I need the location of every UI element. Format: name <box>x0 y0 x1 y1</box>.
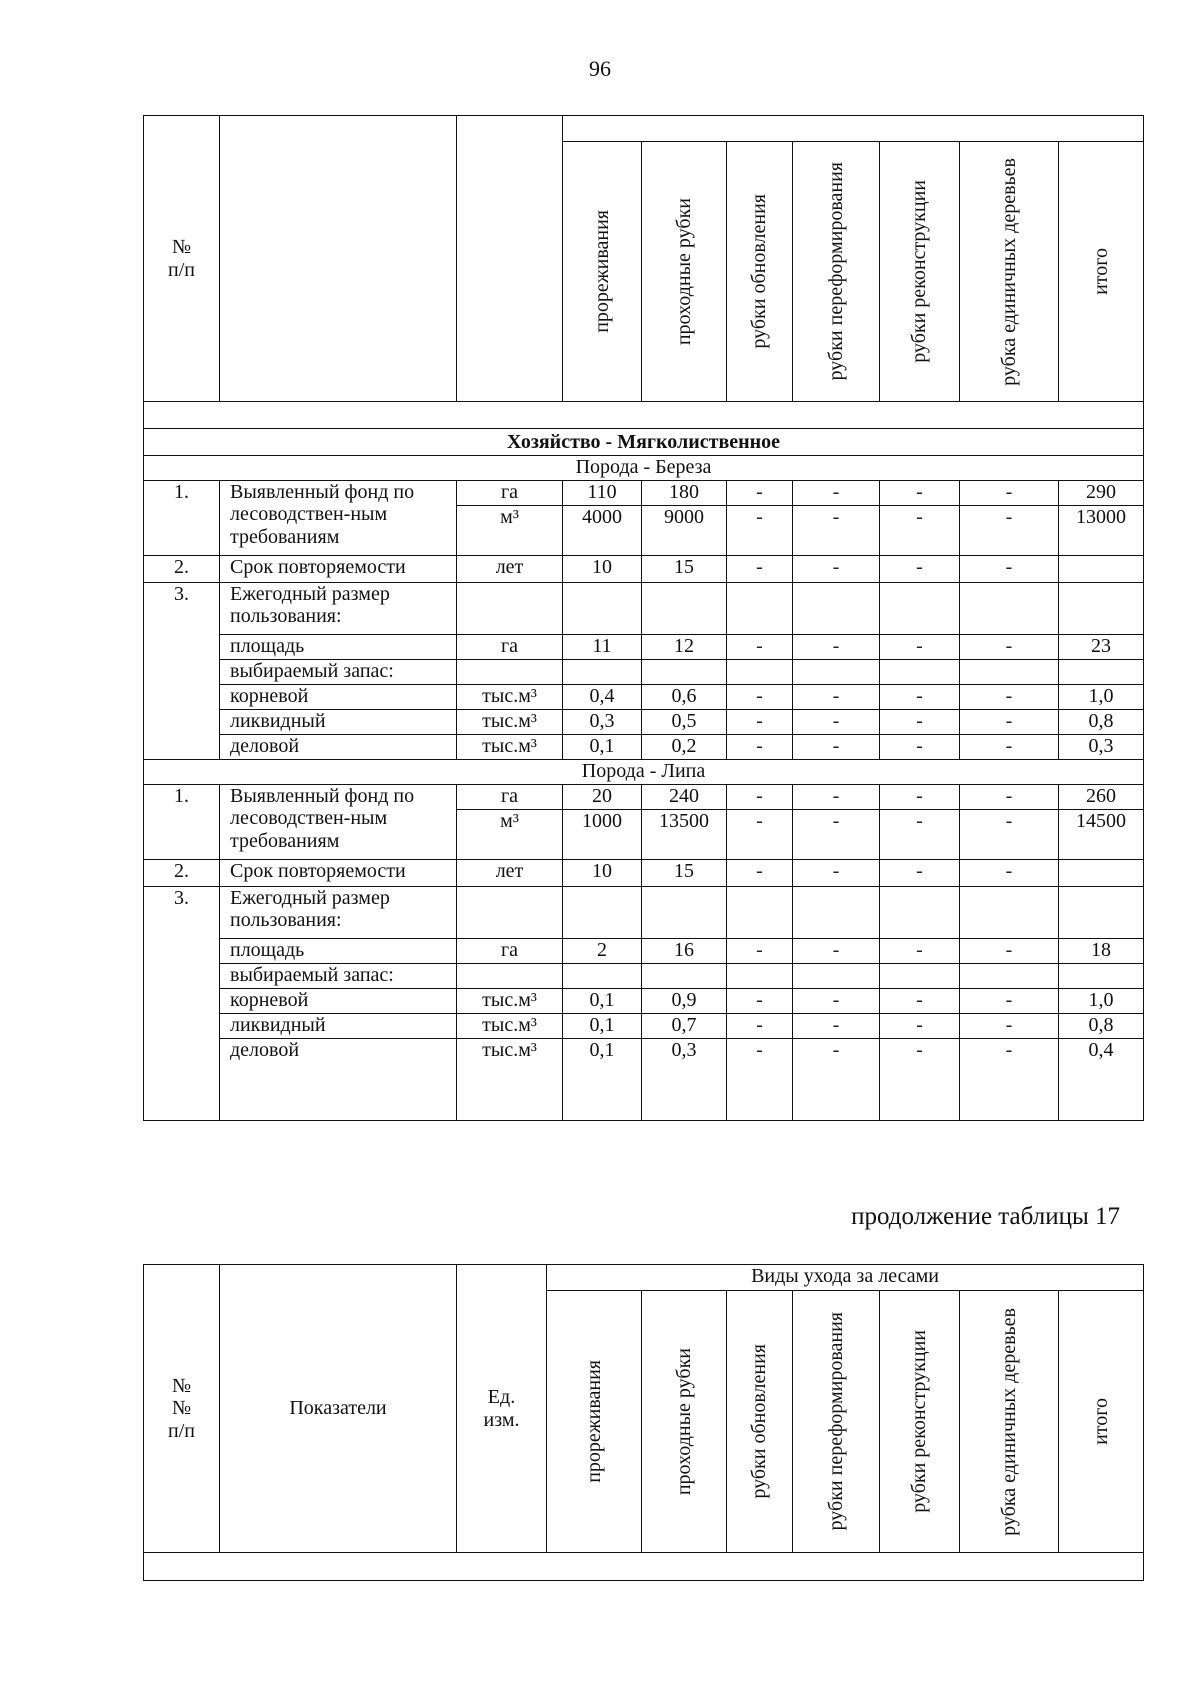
value-cell: 0,1 <box>563 1014 642 1039</box>
value-cell: - <box>960 635 1059 660</box>
unit-cell <box>457 887 563 939</box>
value-cell <box>727 583 793 635</box>
num-header: № № п/п <box>144 1265 220 1553</box>
value-cell: - <box>880 939 960 964</box>
unit-cell: лет <box>457 556 563 583</box>
unit-cell: га <box>457 785 563 810</box>
value-cell: - <box>727 481 793 506</box>
column-header-label: итого <box>1089 1398 1112 1445</box>
unit-cell <box>457 583 563 635</box>
value-cell: - <box>880 556 960 583</box>
value-cell: - <box>880 481 960 506</box>
row-number: 3. <box>144 583 220 760</box>
value-cell <box>793 887 880 939</box>
unit-cell: тыс.м³ <box>457 710 563 735</box>
value-cell: - <box>727 860 793 887</box>
value-cell: - <box>727 1014 793 1039</box>
value-cell: - <box>793 785 880 810</box>
value-cell: - <box>727 989 793 1014</box>
value-cell <box>642 964 727 989</box>
column-header <box>880 1291 960 1553</box>
value-cell: - <box>960 556 1059 583</box>
value-cell: 1000 <box>563 810 642 860</box>
value-cell: - <box>793 556 880 583</box>
group-header <box>563 116 1144 142</box>
unit-cell: га <box>457 635 563 660</box>
value-cell: 0,3 <box>563 710 642 735</box>
indicator-label: площадь <box>220 939 457 964</box>
unit-cell: м³ <box>457 810 563 860</box>
farm-title: Хозяйство - Мягколиственное <box>144 429 1144 456</box>
value-cell <box>642 583 727 635</box>
value-cell <box>563 583 642 635</box>
value-cell: - <box>880 735 960 760</box>
value-cell: - <box>960 1014 1059 1039</box>
indicator-label: деловой <box>220 1039 457 1121</box>
header-row-top <box>144 1265 1144 1291</box>
column-header-label: проходные рубки <box>672 197 695 346</box>
value-cell: 290 <box>1059 481 1144 506</box>
value-cell: - <box>960 989 1059 1014</box>
indicator-label: корневой <box>220 685 457 710</box>
unit-cell <box>457 964 563 989</box>
value-cell: - <box>793 810 880 860</box>
annual-title-row <box>144 887 1144 939</box>
value-cell: 1,0 <box>1059 989 1144 1014</box>
value-cell: 0,8 <box>1059 1014 1144 1039</box>
value-cell: - <box>960 939 1059 964</box>
period-row <box>144 556 1144 583</box>
value-cell: - <box>793 685 880 710</box>
row-number: 2. <box>144 860 220 887</box>
value-cell <box>642 887 727 939</box>
value-cell: - <box>793 1039 880 1121</box>
value-cell: 0,4 <box>1059 1039 1144 1121</box>
value-cell: - <box>727 810 793 860</box>
value-cell <box>793 583 880 635</box>
breed-row <box>144 760 1144 785</box>
column-header-label: рубка единичных деревьев <box>997 1307 1020 1536</box>
group-header: Виды ухода за лесами <box>547 1265 1144 1291</box>
column-header <box>642 142 727 402</box>
stock-row <box>144 735 1144 760</box>
value-cell <box>880 887 960 939</box>
indicators-header: Показатели <box>220 1265 457 1553</box>
value-cell: - <box>727 556 793 583</box>
value-cell: - <box>960 735 1059 760</box>
indicator-label: Срок повторяемости <box>220 860 457 887</box>
value-cell <box>960 887 1059 939</box>
blank-row <box>144 1553 1144 1581</box>
value-cell <box>960 964 1059 989</box>
value-cell: - <box>960 860 1059 887</box>
indicator-label: ликвидный <box>220 1014 457 1039</box>
value-cell: - <box>727 735 793 760</box>
value-cell: 18 <box>1059 939 1144 964</box>
value-cell: - <box>960 810 1059 860</box>
value-cell: 0,6 <box>642 685 727 710</box>
column-header-label: прореживания <box>582 1360 605 1483</box>
indicator-label: Ежегодный размер пользования: <box>220 583 457 635</box>
value-cell <box>1059 964 1144 989</box>
indicator-label: площадь <box>220 635 457 660</box>
value-cell: - <box>880 989 960 1014</box>
value-cell <box>727 964 793 989</box>
blank-cell <box>144 402 1144 429</box>
value-cell: 0,3 <box>642 1039 727 1121</box>
column-header-label: рубка единичных деревьев <box>997 157 1020 386</box>
indicator-label: деловой <box>220 735 457 760</box>
value-cell: 0,1 <box>563 1039 642 1121</box>
value-cell: - <box>793 481 880 506</box>
value-cell: - <box>793 939 880 964</box>
unit-cell: м³ <box>457 506 563 556</box>
stock-row <box>144 1014 1144 1039</box>
page-number: 96 <box>589 56 611 81</box>
value-cell <box>1059 660 1144 685</box>
column-header-label: прореживания <box>590 210 613 333</box>
fund-area-row <box>144 785 1144 810</box>
unit-header <box>457 116 563 402</box>
value-cell: 240 <box>642 785 727 810</box>
value-cell: - <box>880 860 960 887</box>
period-row <box>144 860 1144 887</box>
blank-cell <box>144 1553 1144 1581</box>
column-header-label: итого <box>1089 248 1112 295</box>
continuation-label: продолжение таблицы 17 <box>851 1203 1120 1230</box>
column-header <box>563 142 642 402</box>
value-cell: 16 <box>642 939 727 964</box>
num-header: № п/п <box>144 116 220 402</box>
value-cell: 0,7 <box>642 1014 727 1039</box>
value-cell: 15 <box>642 860 727 887</box>
farm-title-row <box>144 429 1144 456</box>
value-cell: 1,0 <box>1059 685 1144 710</box>
indicator-label: корневой <box>220 989 457 1014</box>
value-cell <box>960 583 1059 635</box>
stock-row <box>144 685 1144 710</box>
value-cell: 110 <box>563 481 642 506</box>
unit-cell: тыс.м³ <box>457 1014 563 1039</box>
value-cell <box>642 660 727 685</box>
value-cell: 0,8 <box>1059 710 1144 735</box>
column-header <box>1059 1291 1144 1553</box>
value-cell: 260 <box>1059 785 1144 810</box>
column-header <box>960 142 1059 402</box>
value-cell: 14500 <box>1059 810 1144 860</box>
value-cell: 10 <box>563 860 642 887</box>
value-cell: 0,9 <box>642 989 727 1014</box>
column-header <box>727 1291 793 1553</box>
fund-area-row <box>144 481 1144 506</box>
column-header-label: проходные рубки <box>672 1347 695 1496</box>
annual-area-row <box>144 635 1144 660</box>
value-cell: 0,1 <box>563 735 642 760</box>
indicator-label: Выявленный фонд по лесоводствен-ным требованиям <box>220 481 457 556</box>
breed-title: Порода - Липа <box>144 760 1144 785</box>
value-cell: 4000 <box>563 506 642 556</box>
column-header <box>642 1291 727 1553</box>
value-cell: - <box>793 860 880 887</box>
value-cell: 9000 <box>642 506 727 556</box>
indicator-label: Ежегодный размер пользования: <box>220 887 457 939</box>
value-cell: 20 <box>563 785 642 810</box>
column-header <box>960 1291 1059 1553</box>
value-cell: - <box>727 710 793 735</box>
indicator-label: выбираемый запас: <box>220 660 457 685</box>
value-cell: - <box>880 635 960 660</box>
value-cell: - <box>880 685 960 710</box>
value-cell <box>563 964 642 989</box>
value-cell: 0,3 <box>1059 735 1144 760</box>
value-cell: - <box>727 635 793 660</box>
column-header <box>880 142 960 402</box>
stock-label-row <box>144 964 1144 989</box>
column-header-label: рубки реконструкции <box>908 1330 931 1513</box>
indicators-header <box>220 116 457 402</box>
value-cell: - <box>880 1014 960 1039</box>
value-cell: - <box>727 939 793 964</box>
column-header-label: рубки обновления <box>748 1344 771 1499</box>
value-cell <box>563 660 642 685</box>
column-header-label: рубки реконструкции <box>908 180 931 363</box>
value-cell: - <box>793 635 880 660</box>
value-cell: - <box>880 785 960 810</box>
value-cell: - <box>793 735 880 760</box>
annual-area-row <box>144 939 1144 964</box>
unit-cell: га <box>457 481 563 506</box>
column-header-label: рубки переформирования <box>824 162 847 381</box>
stock-row <box>144 1039 1144 1121</box>
column-header <box>1059 142 1144 402</box>
value-cell: 12 <box>642 635 727 660</box>
column-header <box>793 142 880 402</box>
stock-label-row <box>144 660 1144 685</box>
unit-cell: тыс.м³ <box>457 735 563 760</box>
value-cell: - <box>727 685 793 710</box>
column-header-label: рубки переформирования <box>824 1312 847 1531</box>
unit-cell: га <box>457 939 563 964</box>
value-cell: 0,1 <box>563 989 642 1014</box>
value-cell <box>727 660 793 685</box>
value-cell: 0,4 <box>563 685 642 710</box>
value-cell: 15 <box>642 556 727 583</box>
value-cell <box>1059 860 1144 887</box>
value-cell: 13500 <box>642 810 727 860</box>
forest-care-table-part1 <box>143 115 1144 1121</box>
header-row-top <box>144 116 1144 142</box>
value-cell <box>793 660 880 685</box>
value-cell <box>960 660 1059 685</box>
breed-title: Порода - Береза <box>144 456 1144 481</box>
value-cell: 23 <box>1059 635 1144 660</box>
value-cell: - <box>727 1039 793 1121</box>
value-cell: 180 <box>642 481 727 506</box>
value-cell: - <box>960 506 1059 556</box>
column-header <box>727 142 793 402</box>
value-cell: - <box>960 685 1059 710</box>
value-cell: 10 <box>563 556 642 583</box>
value-cell <box>880 964 960 989</box>
blank-row <box>144 402 1144 429</box>
indicator-label: выбираемый запас: <box>220 964 457 989</box>
row-number: 3. <box>144 887 220 1121</box>
row-number: 2. <box>144 556 220 583</box>
value-cell: - <box>880 1039 960 1121</box>
indicator-label: Выявленный фонд по лесоводствен-ным требованиям <box>220 785 457 860</box>
annual-title-row <box>144 583 1144 635</box>
value-cell: 11 <box>563 635 642 660</box>
unit-cell: тыс.м³ <box>457 1039 563 1121</box>
unit-header: Ед. изм. <box>457 1265 547 1553</box>
indicator-label: ликвидный <box>220 710 457 735</box>
unit-cell: тыс.м³ <box>457 989 563 1014</box>
stock-row <box>144 989 1144 1014</box>
value-cell: - <box>960 481 1059 506</box>
forest-care-table-part2-header <box>143 1264 1144 1581</box>
value-cell: - <box>793 989 880 1014</box>
value-cell: 0,5 <box>642 710 727 735</box>
unit-cell: тыс.м³ <box>457 685 563 710</box>
unit-cell <box>457 660 563 685</box>
value-cell: - <box>727 506 793 556</box>
indicator-label: Срок повторяемости <box>220 556 457 583</box>
value-cell: - <box>960 785 1059 810</box>
unit-cell: лет <box>457 860 563 887</box>
column-header <box>793 1291 880 1553</box>
row-number: 1. <box>144 481 220 556</box>
value-cell: - <box>960 1039 1059 1121</box>
value-cell: - <box>880 506 960 556</box>
value-cell: - <box>880 810 960 860</box>
column-header <box>547 1291 642 1553</box>
value-cell <box>1059 583 1144 635</box>
value-cell: - <box>880 710 960 735</box>
value-cell: - <box>793 506 880 556</box>
value-cell <box>1059 887 1144 939</box>
value-cell <box>1059 556 1144 583</box>
value-cell <box>880 660 960 685</box>
column-header-label: рубки обновления <box>748 194 771 349</box>
value-cell: 0,2 <box>642 735 727 760</box>
breed-row <box>144 456 1144 481</box>
value-cell <box>727 887 793 939</box>
stock-row <box>144 710 1144 735</box>
value-cell: - <box>793 710 880 735</box>
value-cell: - <box>727 785 793 810</box>
value-cell <box>880 583 960 635</box>
value-cell: 13000 <box>1059 506 1144 556</box>
value-cell: - <box>960 710 1059 735</box>
row-number: 1. <box>144 785 220 860</box>
value-cell <box>563 887 642 939</box>
value-cell <box>793 964 880 989</box>
value-cell: 2 <box>563 939 642 964</box>
value-cell: - <box>793 1014 880 1039</box>
